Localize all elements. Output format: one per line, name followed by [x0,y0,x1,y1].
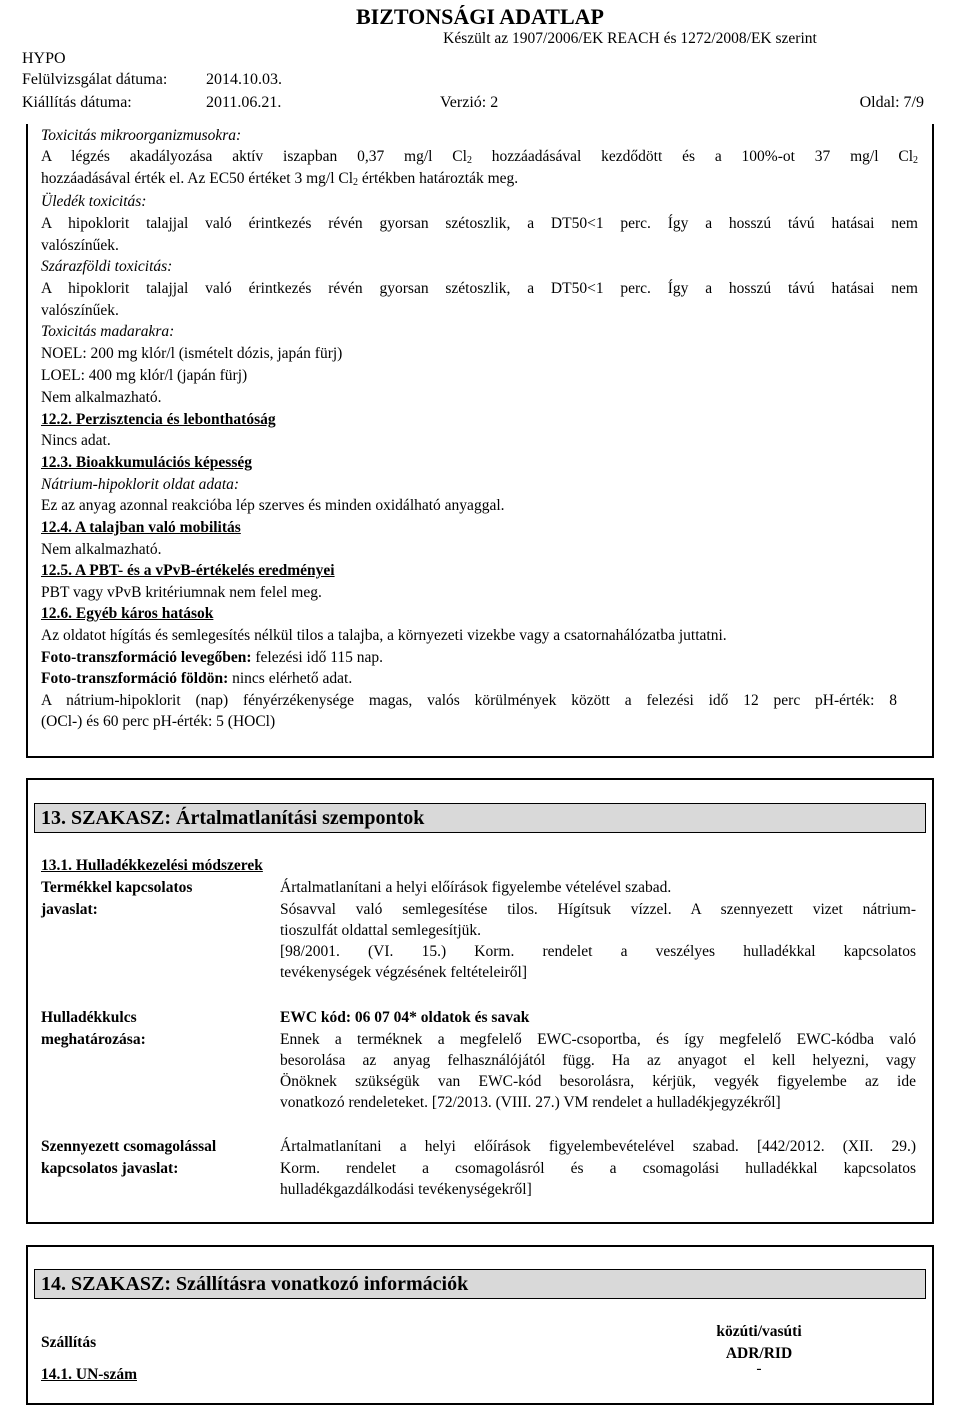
product-line-4: [98/2001. (VI. 15.) Korm. rendelet a veszélyes hulladékkal kapcsolatos [280,943,916,960]
heading-14-1: 14.1. UN-szám [41,1366,137,1383]
sediment-line-1: A hipoklorit talajjal való érintkezés révén gyorsan szétoszlik, a DT50<1 perc. Így a hosszú távú hatásai nem [41,215,918,232]
heading-12-6: 12.6. Egyéb káros hatások [41,605,214,622]
issue-date: 2011.06.21. [206,94,282,111]
product-line-3: tioszulfát oldattal semlegesítjük. [280,922,482,939]
waste-line-3: Önöknek szükségük van EWC-kód besorolásra, kérjük, vegyék figyelembe az ide [280,1073,916,1090]
packaging-label-2: kapcsolatos javaslat: [41,1160,179,1177]
heading-12-5: 12.5. A PBT- és a vPvB-értékelés eredményei [41,562,335,579]
not-applicable-2: Nem alkalmazható. [41,541,162,558]
terrestrial-heading: Szárazföldi toxicitás: [41,258,173,275]
photo-soil: Foto-transzformáció földön: nincs elérhető adat. [41,670,353,687]
sediment-line-2: valószínűek. [41,237,119,254]
heading-12-3: 12.3. Bioakkumulációs képesség [41,454,253,471]
waste-line-2: besorolása az anyag felhasználójától függ. Ha az anyagot el kell helyezni, vagy [280,1052,916,1069]
micro-line-2: hozzáadásával érték el. Az EC50 értéket 3 mg/l $Cl_2$ értékben határozták meg. [41,170,519,188]
column-road-rail: közúti/vasúti [716,1323,802,1340]
loel-text: LOEL: 400 mg klór/l (japán fürj) [41,367,248,384]
ewc-code: EWC kód: 06 07 04* oldatok és savak [280,1009,530,1026]
section-13-frame [26,778,934,1224]
page-number: Oldal: 7/9 [859,94,924,111]
pbt-text: PBT vagy vPvB kritériumnak nem felel meg. [41,584,322,601]
not-applicable-1: Nem alkalmazható. [41,389,162,406]
waste-label-2: meghatározása: [41,1031,146,1048]
section-13-title: 13. SZAKASZ: Ártalmatlanítási szempontok [34,803,926,833]
heading-13-1: 13.1. Hulladékkezelési módszerek [41,857,263,874]
product-line-5: tevékenységek végzésének feltételeiről] [280,964,528,981]
waste-label-1: Hulladékkulcs [41,1009,137,1026]
issue-date-label: Kiállítás dátuma: [22,94,132,111]
photosensitivity-line-2: (OCl-) és 60 perc pH-érték: 5 (HOCl) [41,713,276,730]
product-line-1: Ártalmatlanítani a helyi előírások figyelembe vételével szabad. [280,879,672,896]
un-number-value: - [756,1360,762,1377]
transport-label: Szállítás [41,1334,97,1351]
product-label-1: Termékkel kapcsolatos [41,879,193,896]
noel-text: NOEL: 200 mg klór/l (ismételt dózis, japán fürj) [41,345,343,362]
birds-heading: Toxicitás madarakra: [41,323,175,340]
packaging-line-1: Ártalmatlanítani a helyi előírások figyelembevételével szabad. [442/2012. (XII. 29.) [280,1138,916,1155]
terrestrial-line-1: A hipoklorit talajjal való érintkezés révén gyorsan szétoszlik, a DT50<1 perc. Így a hosszú távú hatásai nem [41,280,918,297]
review-date: 2014.10.03. [206,71,282,88]
column-adr-rid: ADR/RID [725,1345,793,1362]
sodium-text: Ez az anyag azonnal reakcióba lép szerves és minden oxidálható anyaggal. [41,497,505,514]
heading-12-2: 12.2. Perzisztencia és lebonthatóság [41,411,276,428]
packaging-line-2: Korm. rendelet a csomagolásról és a csomagolási hulladékkal kapcsolatos [280,1160,916,1177]
review-date-label: Felülvizsgálat dátuma: [22,71,168,88]
micro-line-1: A légzés akadályozása aktív iszapban 0,37 mg/l $Cl_2$ hozzáadásával kezdődött és a 100%-ot 37 mg/l $Cl_2$ [41,148,918,166]
document-subtitle: Készült az 1907/2006/EK REACH és 1272/2008/EK szerint [443,30,817,47]
section-14-title: 14. SZAKASZ: Szállításra vonatkozó információk [34,1269,926,1299]
micro-heading: Toxicitás mikroorganizmusokra: [41,127,242,144]
version: Verzió: 2 [440,94,499,111]
packaging-line-3: hulladékgazdálkodási tevékenységekről] [280,1181,532,1198]
product-line-2: Sósavval való semlegesítése tilos. Hígítsuk vízzel. A szennyezett vizet nátrium- [280,901,916,918]
waste-line-4: vonatkozó rendeleteket. [72/2013. (VIII. 27.) VM rendelet a hulladékjegyzékről] [280,1094,781,1111]
document-title: BIZTONSÁGI ADATLAP [356,4,604,29]
terrestrial-line-2: valószínűek. [41,302,119,319]
photosensitivity-line-1: A nátrium-hipoklorit (nap) fényérzékenysége magas, valós körülmények között a felezési idő 12 perc pH-érték: 8 [41,692,897,709]
other-effects-text: Az oldatot hígítás és semlegesítés nélkül tilos a talajba, a környezeti vizekbe vagy a csatornahálózatba juttatni. [41,627,727,644]
no-data: Nincs adat. [41,432,111,449]
photo-air: Foto-transzformáció levegőben: felezési idő 115 nap. [41,649,384,666]
product-label-2: javaslat: [41,901,98,918]
sediment-heading: Üledék toxicitás: [41,193,147,210]
product-name: HYPO [22,50,66,67]
heading-12-4: 12.4. A talajban való mobilitás [41,519,241,536]
packaging-label-1: Szennyezett csomagolással [41,1138,217,1155]
waste-line-1: Ennek a terméknek a megfelelő EWC-csoportba, és így megfelelő EWC-kódba való [280,1031,916,1048]
sodium-heading: Nátrium-hipoklorit oldat adata: [41,476,240,493]
